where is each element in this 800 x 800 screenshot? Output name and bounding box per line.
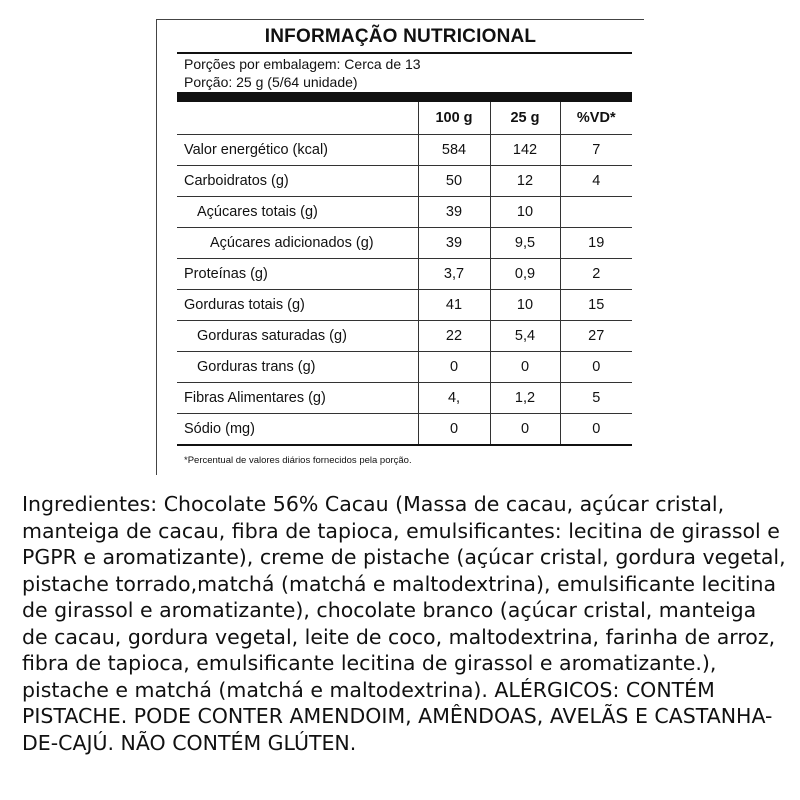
- value-100g: 4,: [418, 383, 490, 414]
- nutrition-title: INFORMAÇÃO NUTRICIONAL: [264, 26, 537, 47]
- table-row: [177, 414, 632, 446]
- servings-per-package: Porções por embalagem: Cerca de 13: [184, 56, 421, 72]
- header-dv: %VD*: [560, 102, 632, 135]
- header-nutrient: [177, 102, 418, 135]
- value-dv: 7: [560, 135, 632, 166]
- value-dv: 2: [560, 259, 632, 290]
- nutrient-name: Carboidratos (g): [177, 166, 418, 197]
- nutrient-name: Açúcares totais (g): [177, 197, 418, 228]
- value-dv: 15: [560, 290, 632, 321]
- nutrient-name: Gorduras saturadas (g): [177, 321, 418, 352]
- value-25g: 142: [490, 135, 560, 166]
- table-row: [177, 383, 632, 414]
- value-dv: [560, 197, 632, 228]
- value-100g: 41: [418, 290, 490, 321]
- nutrition-label: [156, 19, 644, 475]
- value-dv: 27: [560, 321, 632, 352]
- value-100g: 0: [418, 352, 490, 383]
- header-100g: 100 g: [418, 102, 490, 135]
- value-25g: 0: [490, 352, 560, 383]
- nutrient-name: Sódio (mg): [177, 414, 418, 446]
- table-row: [177, 228, 632, 259]
- ingredients-text: Ingredientes: Chocolate 56% Cacau (Massa de cacau, açúcar cristal, manteiga de cacau, fibra de tapioca, emulsificantes: lecitina de girassol e PGPR e aromatizante), creme de pistache (açúcar cristal, gordura vegetal, pistache torrado,matchá (matchá e maltodextrina), emulsificante lecitina de girassol e aromatizante), chocolate branco (açúcar cristal, manteiga de cacau, gordura vegetal, leite de coco, maltodextrina, farinha de arroz, fibra de tapioca, emulsificante lecitina de girassol e aromatizante.), pistache e matchá (matchá e maltodextrina). ALÉRGICOS: CONTÉM PISTACHE. PODE CONTER AMENDOIM, AMÊNDOAS, AVELÃS E CASTANHA-DE-CAJÚ. NÃO CONTÉM GLÚTEN.: [22, 492, 786, 755]
- value-100g: 39: [418, 228, 490, 259]
- value-25g: 10: [490, 290, 560, 321]
- nutrition-table: [177, 102, 632, 446]
- value-dv: 4: [560, 166, 632, 197]
- nutrient-name: Açúcares adicionados (g): [177, 228, 418, 259]
- value-25g: 0,9: [490, 259, 560, 290]
- value-25g: 1,2: [490, 383, 560, 414]
- value-25g: 10: [490, 197, 560, 228]
- value-25g: 5,4: [490, 321, 560, 352]
- serving-size: Porção: 25 g (5/64 unidade): [184, 74, 358, 90]
- value-100g: 22: [418, 321, 490, 352]
- table-row: [177, 197, 632, 228]
- value-100g: 584: [418, 135, 490, 166]
- footnote: *Percentual de valores diários fornecidos pela porção.: [184, 455, 412, 466]
- table-row: [177, 259, 632, 290]
- nutrient-name: Proteínas (g): [177, 259, 418, 290]
- header-25g: 25 g: [490, 102, 560, 135]
- table-row: [177, 290, 632, 321]
- nutrient-name: Gorduras totais (g): [177, 290, 418, 321]
- value-100g: 0: [418, 414, 490, 446]
- value-100g: 3,7: [418, 259, 490, 290]
- value-dv: 19: [560, 228, 632, 259]
- thick-divider: [177, 92, 632, 102]
- table-row: [177, 135, 632, 166]
- value-25g: 9,5: [490, 228, 560, 259]
- table-row: [177, 321, 632, 352]
- table-header-row: [177, 102, 632, 135]
- value-dv: 5: [560, 383, 632, 414]
- value-25g: 12: [490, 166, 560, 197]
- value-25g: 0: [490, 414, 560, 446]
- nutrient-name: Valor energético (kcal): [177, 135, 418, 166]
- divider: [177, 52, 632, 54]
- value-dv: 0: [560, 352, 632, 383]
- value-dv: 0: [560, 414, 632, 446]
- value-100g: 39: [418, 197, 490, 228]
- value-100g: 50: [418, 166, 490, 197]
- table-row: [177, 166, 632, 197]
- nutrient-name: Gorduras trans (g): [177, 352, 418, 383]
- table-row: [177, 352, 632, 383]
- nutrient-name: Fibras Alimentares (g): [177, 383, 418, 414]
